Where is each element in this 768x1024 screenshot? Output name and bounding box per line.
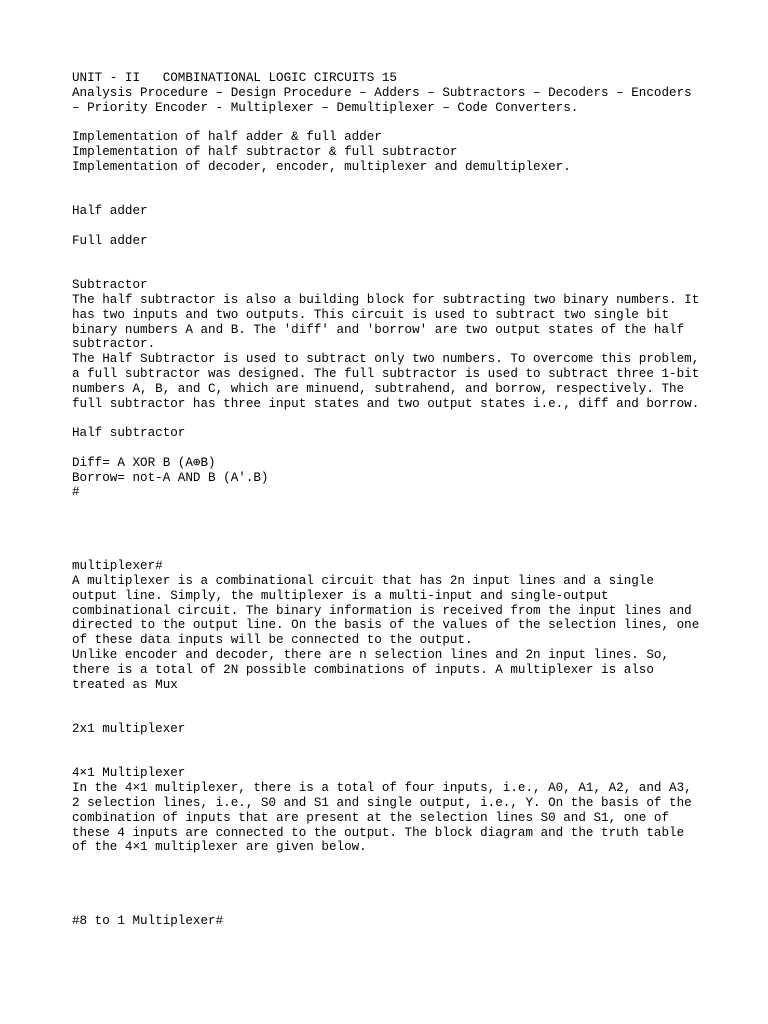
subtractor-paragraph-line: has two inputs and two outputs. This circuit is used to subtract two single bit xyxy=(72,307,670,322)
subtractor-paragraph-line: The half subtractor is also a building block for subtracting two binary numbers. It xyxy=(72,292,700,307)
mux-4x1-paragraph-line: combination of inputs that are present at the selection lines S0 and S1, one of xyxy=(72,810,670,825)
subtractor-heading: Subtractor xyxy=(72,278,148,293)
half-subtractor-heading: Half subtractor xyxy=(72,426,186,441)
multiplexer-paragraph-line: combinational circuit. The binary information is received from the input lines and xyxy=(72,603,692,618)
multiplexer-paragraph-line: there is a total of 2N possible combinations of inputs. A multiplexer is also xyxy=(72,662,654,677)
subtractor-paragraph-line: The Half Subtractor is used to subtract only two numbers. To overcome this problem, xyxy=(72,352,700,367)
mux-4x1-heading: 4×1 Multiplexer xyxy=(72,766,186,781)
mux-4x1-paragraph-line: of the 4×1 multiplexer are given below. xyxy=(72,840,367,855)
topics-line-2: – Priority Encoder - Multiplexer – Demultiplexer – Code Converters. xyxy=(72,100,579,115)
mux-4x1-paragraph-line: In the 4×1 multiplexer, there is a total of four inputs, i.e., A0, A1, A2, and A3, xyxy=(72,781,692,796)
subtractor-paragraph-line: binary numbers A and B. The 'diff' and 'borrow' are two output states of the half xyxy=(72,322,685,337)
mux-2x1-heading: 2x1 multiplexer xyxy=(72,722,186,737)
multiplexer-paragraph-line: A multiplexer is a combinational circuit that has 2n input lines and a single xyxy=(72,574,654,589)
mux-4x1-paragraph-line: these 4 inputs are connected to the output. The block diagram and the truth table xyxy=(72,825,685,840)
subtractor-paragraph-line: numbers A, B, and C, which are minuend, subtrahend, and borrow, respectively. The xyxy=(72,381,685,396)
implementation-item: Implementation of half subtractor & full subtractor xyxy=(72,144,458,159)
multiplexer-paragraph-line: of these data inputs will be connected to the output. xyxy=(72,633,473,648)
multiplexer-paragraph-line: directed to the output line. On the basis of the values of the selection lines, one xyxy=(72,618,700,633)
full-adder-heading: Full adder xyxy=(72,233,148,248)
implementation-item: Implementation of half adder & full adder xyxy=(72,130,382,145)
multiplexer-paragraph-line: Unlike encoder and decoder, there are n selection lines and 2n input lines. So, xyxy=(72,648,670,663)
subtractor-paragraph-line: a full subtractor was designed. The full subtractor is used to subtract three 1-bit xyxy=(72,366,700,381)
topics-line-1: Analysis Procedure – Design Procedure – Adders – Subtractors – Decoders – Encoders xyxy=(72,85,692,100)
subtractor-paragraph-line: full subtractor has three input states and two output states i.e., diff and borrow. xyxy=(72,396,700,411)
diff-formula: Diff= A XOR B (A⊕B) xyxy=(72,455,216,470)
half-adder-heading: Half adder xyxy=(72,204,148,219)
subtractor-paragraph-line: subtractor. xyxy=(72,337,156,352)
borrow-formula: Borrow= not-A AND B (A'.B) xyxy=(72,470,269,485)
multiplexer-heading: multiplexer# xyxy=(72,559,163,574)
implementation-item: Implementation of decoder, encoder, multiplexer and demultiplexer. xyxy=(72,159,571,174)
multiplexer-paragraph-line: output line. Simply, the multiplexer is a multi-input and single-output xyxy=(72,588,609,603)
unit-title: UNIT - II COMBINATIONAL LOGIC CIRCUITS 15 xyxy=(72,71,397,85)
mux-4x1-paragraph-line: 2 selection lines, i.e., S0 and S1 and single output, i.e., Y. On the basis of the xyxy=(72,796,692,811)
document-page xyxy=(72,71,722,929)
multiplexer-paragraph-line: treated as Mux xyxy=(72,677,178,692)
mux-8to1-heading: #8 to 1 Multiplexer# xyxy=(72,914,224,929)
hash-marker: # xyxy=(72,485,80,500)
